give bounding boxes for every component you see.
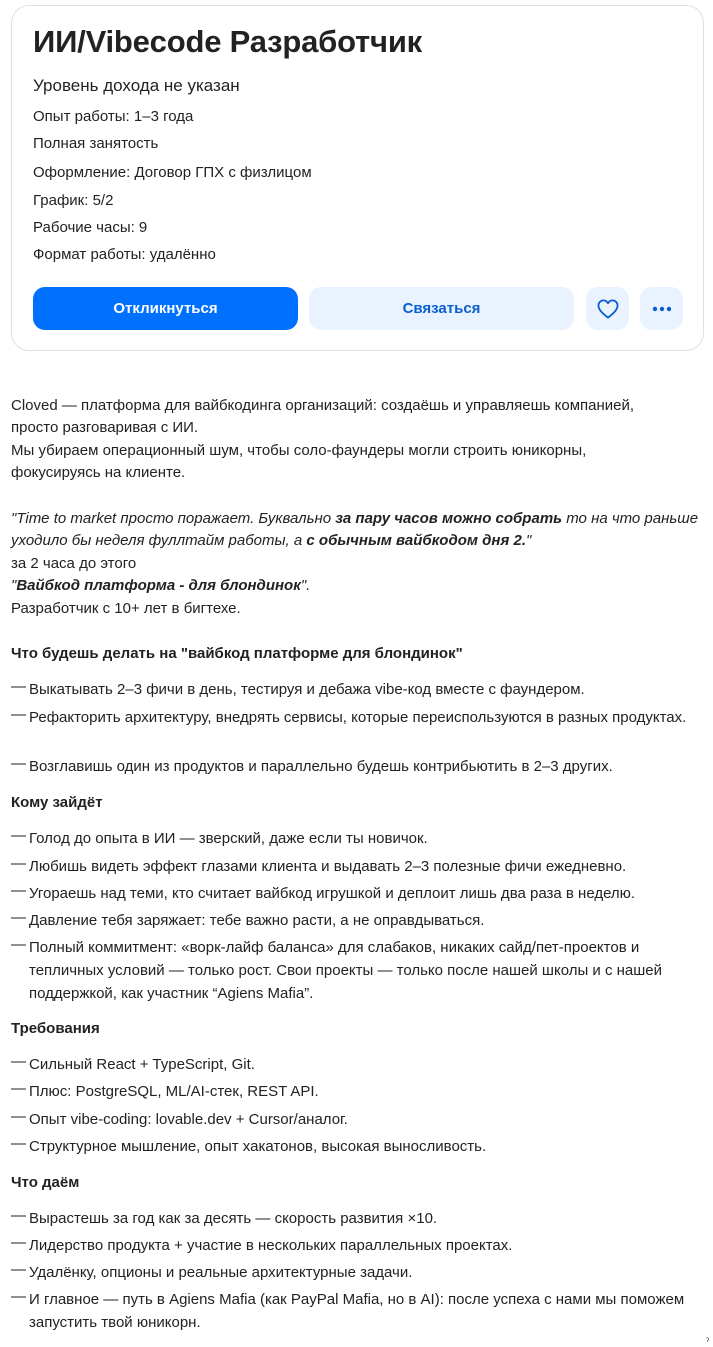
favorite-button[interactable]: [586, 287, 629, 330]
meta-employment: Полная занятость: [33, 135, 159, 152]
salary-info: Уровень дохода не указан: [33, 76, 240, 95]
apply-button[interactable]: Откликнуться: [33, 287, 298, 330]
more-horizontal-icon: [652, 306, 672, 312]
list-item: — Удалёнку, опционы и реальные архитектурные задачи.: [11, 1261, 413, 1281]
meta-schedule: График: 5/2: [33, 192, 114, 209]
heart-icon: [597, 299, 619, 319]
list-item: — Опыт vibe-coding: lovable.dev + Cursor/аналог.: [11, 1108, 348, 1128]
vacancy-title: ИИ/Vibecode Разработчик: [33, 24, 422, 59]
list-item: — Полный коммитмент: «ворк-лайф баланса» для слабаков, никаких сайд/пет-проектов и тепличных условий — только рост. Свои проекты — только после нашей школы и с нашей поддержкой, как участник “Agiens Mafia”.: [11, 936, 663, 1002]
intro-line-4: фокусируясь на клиенте.: [11, 464, 186, 481]
intro-line-3: Мы убираем операционный шум, чтобы соло-фаундеры могли строить юникорны,: [11, 442, 587, 459]
offer-heading: Что даём: [11, 1174, 80, 1191]
quote-line-4: "Вайбкод платформа - для блондинок".: [11, 577, 311, 594]
list-item: — Возглавишь один из продуктов и параллельно будешь контрибьютить в 2–3 других.: [11, 755, 613, 775]
contact-button[interactable]: Связаться: [309, 287, 574, 330]
intro-line-1: Cloved — платформа для вайбкодинга организаций: создаёшь и управляешь компанией,: [11, 397, 635, 414]
list-item: — Сильный React + TypeScript, Git.: [11, 1053, 255, 1073]
list-item: — Любишь видеть эффект глазами клиента и выдавать 2–3 полезные фичи ежедневно.: [11, 855, 627, 875]
list-item: — И главное — путь в Agiens Mafia (как PayPal Mafia, но в AI): после успеха с нами мы поможем запустить твой юникорн.: [11, 1288, 685, 1331]
fit-heading: Кому зайдёт: [11, 794, 103, 811]
more-button[interactable]: [640, 287, 683, 330]
quote-line-2: уходило бы неделя фуллтайм работы, а с обычным вайбкодом дня 2.": [11, 532, 532, 549]
list-item: — Рефакторить архитектуру, внедрять сервисы, которые переиспользуются в разных продуктах.: [11, 706, 687, 726]
quote-line-3: за 2 часа до этого: [11, 555, 137, 572]
meta-work-format: Формат работы: удалённо: [33, 246, 216, 263]
vacancy-card: [11, 5, 704, 351]
list-item: — Угораешь над теми, кто считает вайбкод игрушкой и деплоит лишь два раза в неделю.: [11, 882, 636, 902]
list-item: — Вырастешь за год как за десять — скорость развития ×10.: [11, 1207, 438, 1227]
list-item: — Лидерство продукта + участие в нескольких параллельных проектах.: [11, 1234, 513, 1254]
tasks-heading: Что будешь делать на "вайбкод платформе для блондинок": [11, 645, 463, 662]
corner-mark: ˀ: [706, 1336, 710, 1346]
list-item: — Плюс: PostgreSQL, ML/AI-стек, REST API.: [11, 1080, 319, 1100]
list-item: — Давление тебя заряжает: тебе важно расти, а не оправдываться.: [11, 909, 485, 929]
meta-contract: Оформление: Договор ГПХ с физлицом: [33, 164, 312, 181]
quote-line-5: Разработчик с 10+ лет в бигтехе.: [11, 600, 241, 617]
intro-line-2: просто разговаривая с ИИ.: [11, 419, 199, 436]
list-item: — Выкатывать 2–3 фичи в день, тестируя и дебажа vibe-код вместе с фаундером.: [11, 678, 585, 698]
requirements-heading: Требования: [11, 1020, 100, 1037]
list-item: — Структурное мышление, опыт хакатонов, высокая выносливость.: [11, 1135, 487, 1155]
list-item: — Голод до опыта в ИИ — зверский, даже если ты новичок.: [11, 827, 428, 847]
meta-experience: Опыт работы: 1–3 года: [33, 108, 194, 125]
meta-hours: Рабочие часы: 9: [33, 219, 148, 236]
quote-line-1: "Time to market просто поражает. Буквально за пару часов можно собрать то на что раньше: [11, 510, 699, 527]
